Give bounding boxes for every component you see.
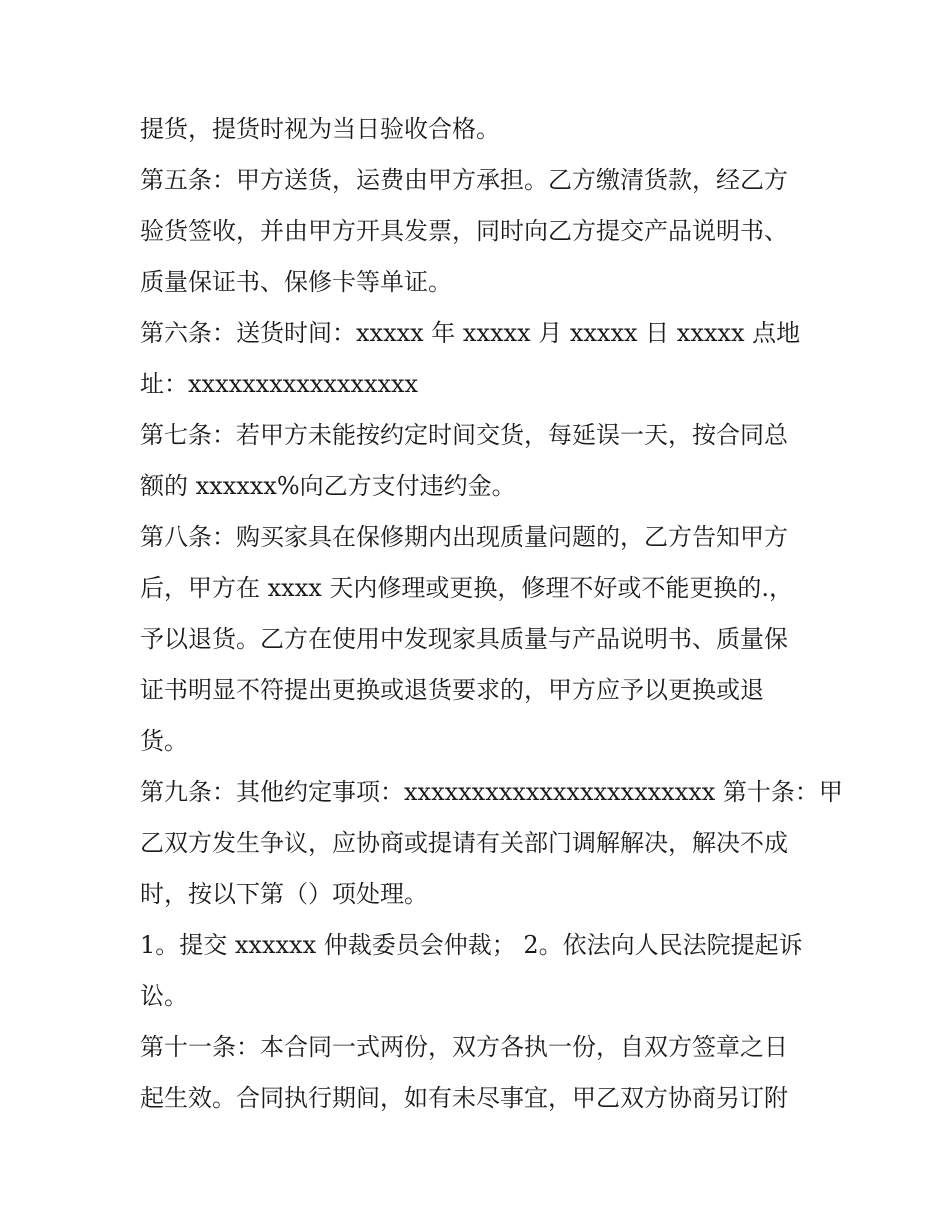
document-body xyxy=(140,104,843,1124)
text-line: 址：xxxxxxxxxxxxxxxxx xyxy=(140,370,419,398)
text-line: 验货签收，并由甲方开具发票，同时向乙方提交产品说明书、 xyxy=(140,217,788,245)
text-line: 第八条：购买家具在保修期内出现质量问题的，乙方告知甲方 xyxy=(140,523,788,551)
text-line: 第九条：其他约定事项：xxxxxxxxxxxxxxxxxxxxxxx 第十条：甲 xyxy=(140,778,843,806)
text-line: 时，按以下第（）项处理。 xyxy=(140,880,428,908)
text-line: 后，甲方在 xxxx 天内修理或更换，修理不好或不能更换的.， xyxy=(140,574,794,602)
text-line: 第六条：送货时间：xxxxx 年 xxxxx 月 xxxxx 日 xxxxx 点地 xyxy=(140,319,801,347)
text-line: 乙双方发生争议，应协商或提请有关部门调解解决，解决不成 xyxy=(140,829,788,857)
text-line: 第七条：若甲方未能按约定时间交货，每延误一天，按合同总 xyxy=(140,421,788,449)
text-line: 1。提交 xxxxxx 仲裁委员会仲裁； 2。依法向人民法院提起诉 xyxy=(140,931,803,959)
text-line: 货。 xyxy=(140,727,188,755)
text-line: 第十一条：本合同一式两份，双方各执一份，自双方签章之日 xyxy=(140,1033,788,1061)
text-line: 额的 xxxxxx%向乙方支付违约金。 xyxy=(140,472,516,500)
text-line: 予以退货。乙方在使用中发现家具质量与产品说明书、质量保 xyxy=(140,625,788,653)
text-line: 证书明显不符提出更换或退货要求的，甲方应予以更换或退 xyxy=(140,676,764,704)
text-line: 第五条：甲方送货，运费由甲方承担。乙方缴清货款，经乙方 xyxy=(140,166,788,194)
text-line: 讼。 xyxy=(140,982,188,1010)
text-line: 提货，提货时视为当日验收合格。 xyxy=(140,115,500,143)
text-line: 起生效。合同执行期间，如有未尽事宜，甲乙双方协商另订附 xyxy=(140,1084,788,1112)
text-line: 质量保证书、保修卡等单证。 xyxy=(140,268,452,296)
